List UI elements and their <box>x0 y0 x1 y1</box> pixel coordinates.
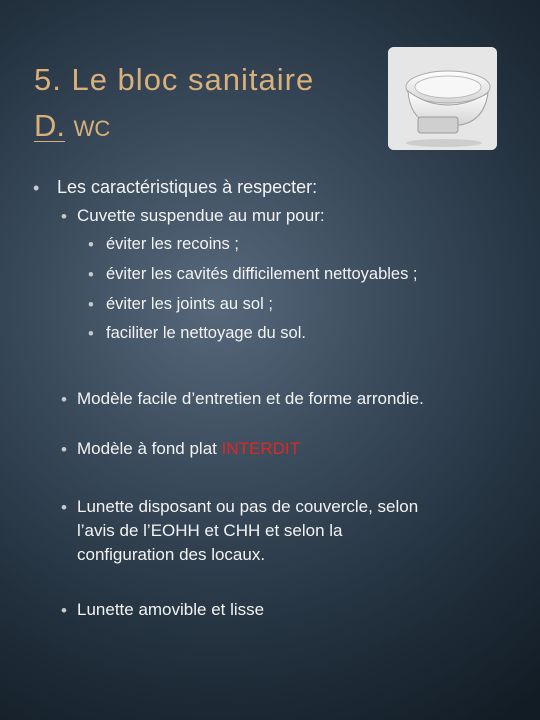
sub-point: éviter les joints au sol ; <box>106 295 273 313</box>
interdit-highlight: INTERDIT <box>221 439 301 458</box>
lunette-amovible-point: Lunette amovible et lisse <box>77 600 265 619</box>
bullet-icon: • <box>61 498 67 517</box>
bullet-icon: • <box>88 325 94 343</box>
slide-title: 5. Le bloc sanitaire <box>34 62 315 97</box>
modele-fond-plat-text: Modèle à fond plat <box>77 439 217 458</box>
sub-point: éviter les recoins ; <box>106 235 239 253</box>
bullet-icon: • <box>33 178 40 198</box>
lunette-couvercle-line-1: Lunette disposant ou pas de couvercle, selon <box>77 497 419 516</box>
bullet-icon: • <box>61 207 67 226</box>
sub-point: faciliter le nettoyage du sol. <box>106 324 306 342</box>
bullet-icon: • <box>61 601 67 620</box>
cuvette-point: Cuvette suspendue au mur pour: <box>77 206 325 225</box>
lunette-couvercle-line-2: l’avis de l’EOHH et CHH et selon la <box>77 521 343 540</box>
bullet-icon: • <box>88 296 94 314</box>
bullet-icon: • <box>61 390 67 409</box>
modele-fond-plat-point <box>77 439 300 459</box>
section-name: WC <box>73 116 111 141</box>
lunette-couvercle-line-3: configuration des locaux. <box>77 545 266 564</box>
bullet-icon: • <box>88 236 94 254</box>
wall-hung-toilet-photo <box>388 47 497 150</box>
sub-point: éviter les cavités difficilement nettoyables ; <box>106 265 418 283</box>
main-point: Les caractéristiques à respecter: <box>57 177 318 197</box>
bullet-icon: • <box>88 266 94 284</box>
bullet-icon: • <box>61 440 67 459</box>
modele-arrondi-point: Modèle facile d’entretien et de forme arrondie. <box>77 389 424 408</box>
section-letter: D. <box>34 108 65 143</box>
slide-subtitle <box>34 108 110 144</box>
